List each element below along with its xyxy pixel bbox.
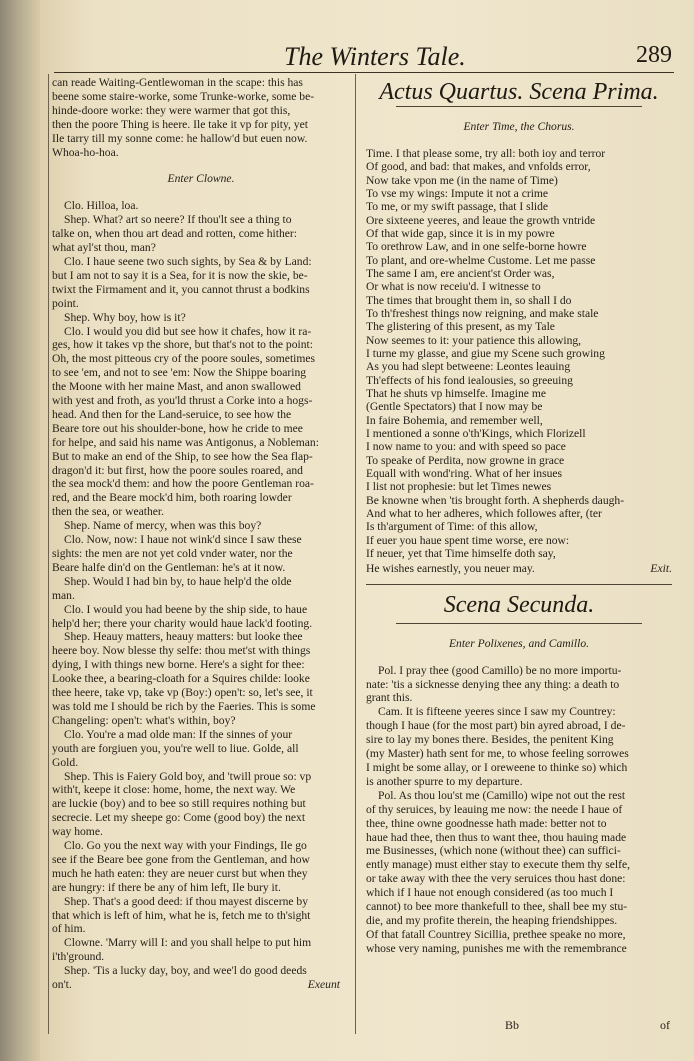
- scene2-stage-direction: Enter Polixenes, and Camillo.: [448, 636, 590, 650]
- dialogue-line: haue had thee, then thus to want thee, thou hauing made: [366, 830, 627, 844]
- catchword: of: [660, 1018, 670, 1032]
- verse-line: The same I am, ere ancient'st Order was,: [366, 266, 555, 280]
- dialogue-line: see if the Beare bee gone from the Gentleman, and how: [52, 852, 310, 866]
- dialogue-line: talke on, when thou art dead and rotten, come hither:: [52, 227, 297, 241]
- dialogue-line: whose very naming, punishes me with the remembrance: [366, 941, 627, 955]
- chorus-exit: Exit.: [650, 562, 672, 576]
- dialogue-line: red, and the Beare mock'd him, both roaring lowder: [52, 491, 292, 505]
- verse-line: Now take vpon me (in the name of Time): [366, 173, 558, 187]
- dialogue-line: but I am not to say it is a Sea, for it is now the skie, be-: [52, 268, 308, 282]
- dialogue-line: of thy seruices, by leauing me now: the neede I haue of: [366, 802, 623, 816]
- dialogue-line: Shep. Why boy, how is it?: [64, 310, 186, 324]
- dialogue-line: to see 'em, and not to see 'em: Now the Shippe boaring: [52, 366, 307, 380]
- adjacent-page-fragment: [2, 60, 38, 1020]
- verse-line: Time. I that please some, try all: both ioy and terror: [366, 146, 606, 160]
- page-number: 289: [636, 42, 672, 68]
- dialogue-line: Beare halfe din'd on the Gentleman: he's at it now.: [52, 560, 286, 574]
- verse-line: (Gentle Spectators) that I now may be: [366, 400, 543, 414]
- stage-direction: Enter Clowne.: [167, 172, 235, 186]
- dialogue-line: Clowne. 'Marry will I: and you shall helpe to put him: [64, 936, 312, 950]
- verse-line: Be knowne when 'tis brought forth. A shepherds daugh-: [366, 493, 625, 507]
- chorus-last: [366, 562, 672, 575]
- act-rule: [396, 106, 642, 107]
- verse-line: To th'freshest things now reigning, and make stale: [366, 306, 599, 320]
- dialogue-line: can reade Waiting-Gentlewoman in the scape: this has: [52, 76, 303, 89]
- dialogue-line: [52, 978, 350, 992]
- scene-rule-bottom: [396, 623, 642, 624]
- verse-line: To speake of Perdita, now growne in grace: [366, 453, 565, 467]
- dialogue-line: Clo. I haue seene two such sights, by Sea & by Land:: [64, 254, 312, 268]
- verse-line: I now name to you: and with speed so pace: [366, 440, 566, 454]
- verse-line: Equall with wond'ring. What of her insues: [366, 467, 563, 481]
- scene2-dialogue: [366, 664, 672, 956]
- dialogue-line: much he hath eaten: they are neuer curst but when they: [52, 866, 308, 880]
- scene-heading: Scena Secunda.: [443, 591, 595, 618]
- verse-line: I turne my glasse, and giue my Scene such growing: [366, 346, 605, 360]
- dialogue-line: I might be some allay, or I oreweene to thinke so) which: [366, 760, 628, 774]
- dialogue-line: Oh, the most pitteous cry of the poore soules, sometimes: [52, 352, 316, 366]
- dialogue-line: dragon'd it: but first, how the poore soules roared, and: [52, 463, 303, 477]
- dialogue-line: cannot) to bee more thankefull to thee, shall bee my stu-: [366, 900, 628, 914]
- exeunt-direction: Exeunt: [307, 978, 340, 992]
- dialogue-line: beene some staire-worke, some Trunke-worke, some be-: [52, 89, 315, 103]
- dialogue-line: is another spurre to my departure.: [366, 774, 523, 788]
- dialogue-line: Ile tarry till my sonne come: he hallow'd but euen now.: [52, 131, 308, 145]
- dialogue-line: Gold.: [52, 755, 79, 769]
- dialogue-line: But to make an end of the Ship, to see how the Sea flap-: [52, 449, 313, 463]
- dialogue-line: or take away with thee the very seruices thou hast done:: [366, 872, 626, 886]
- verse-line: As you had slept betweene: Leontes leauing: [366, 360, 571, 374]
- dialogue-line: Shep. Name of mercy, when was this boy?: [64, 519, 262, 533]
- dialogue-line: with yest and froth, as you'ld thrust a Corke into a hogs-: [52, 394, 313, 408]
- dialogue-line: die, and my profite therein, the heaping friendshippes.: [366, 913, 618, 927]
- dialogue-line: hinde-doore worke: they were warmer that got this,: [52, 103, 291, 117]
- chorus-last-line: He wishes earnestly, you neuer may.: [366, 562, 535, 576]
- dialogue-line: though I haue (for the most part) bin ayred abroad, I de-: [366, 719, 626, 733]
- verse-line: That he shuts vp himselfe. Imagine me: [366, 387, 546, 400]
- verse-line: Is th'argument of Time: of this allow,: [366, 520, 538, 534]
- act-heading: Actus Quartus. Scena Prima.: [379, 79, 659, 105]
- dialogue-line: of him.: [52, 922, 86, 936]
- dialogue-line: thee heere, take vp, take vp (Boy:) open't: so, let's see, it: [52, 686, 313, 700]
- dialogue-line: Clo. Go you the next way with your Findings, Ile go: [64, 839, 307, 853]
- dialogue-line: Clo. I would you did but see how it chafes, how it ra-: [64, 324, 312, 338]
- page-header: [54, 38, 674, 73]
- verse-line: To me, or my swift passage, that I slide: [366, 200, 549, 214]
- dialogue-line: the sea mock'd them: and how the poore Gentleman roa-: [52, 477, 314, 491]
- dialogue-line: twixt the Firmament and it, you cannot thrust a bodkins: [52, 282, 310, 296]
- dialogue-line: youth are forgiuen you, you're well to liue. Golde, all: [52, 741, 299, 755]
- dialogue-line: Clo. Hilloa, loa.: [64, 199, 139, 213]
- dialogue-line: head. And then for the Land-seruice, to see how the: [52, 407, 292, 421]
- dialogue-line: Clo. I would you had beene by the ship side, to haue: [64, 602, 308, 616]
- verse-line: I mentioned a sonne o'th'Kings, which Florizell: [366, 427, 586, 441]
- dialogue-line: Beare tore out his shoulder-bone, how he cride to mee: [52, 421, 303, 435]
- chorus-stage-direction: Enter Time, the Chorus.: [463, 119, 575, 133]
- dialogue-line: Pol. As thou lou'st me (Camillo) wipe not out the rest: [378, 788, 626, 802]
- dialogue-line: thee, thine owne goodnesse hath made: better not to: [366, 816, 607, 830]
- dialogue-line: sire to lay my bones there. Besides, the penitent King: [366, 733, 614, 747]
- dialogue-line: sights: the men are not yet cold vnder water, nor the: [52, 547, 293, 560]
- dialogue-line: man.: [52, 588, 75, 602]
- dialogue-line: are hungry: if there be any of him left, Ile bury it.: [52, 880, 281, 894]
- dialogue-line: what ayl'st thou, man?: [52, 241, 156, 255]
- dialogue-line: heere boy. Now blesse thy selfe: thou met'st with things: [52, 644, 311, 658]
- dialogue-line: Shep. That's a good deed: if thou mayest discerne by: [64, 894, 309, 908]
- dialogue-line: Of that fatall Countrey Sicillia, prethee speake no more,: [366, 927, 626, 941]
- running-title: The Winters Tale.: [284, 42, 466, 71]
- dialogue-line: Whoa-ho-hoa.: [52, 145, 119, 159]
- dialogue-line: Shep. 'Tis a lucky day, boy, and wee'l do good deeds: [64, 964, 307, 978]
- dialogue-line: Clo. You're a mad olde man: If the sinnes of your: [64, 727, 293, 741]
- dialogue-line: me Businesses, (which none (without thee) can suffici-: [366, 844, 621, 858]
- verse-line: To plant, and ore-whelme Custome. Let me passe: [366, 253, 596, 267]
- dialogue-line: (my Master) hath sent for me, to whose feeling sorrowes: [366, 747, 629, 761]
- verse-line: And what to her adheres, which followes after, (ter: [366, 507, 602, 521]
- dialogue-line: point.: [52, 296, 79, 310]
- right-column: [366, 76, 672, 956]
- scene-rule-top: [366, 584, 672, 585]
- dialogue-line: way home.: [52, 825, 103, 839]
- verse-line: Of that wide gap, since it is in my powre: [366, 226, 555, 240]
- verse-line: If neuer, yet that Time himselfe doth say,: [366, 547, 556, 561]
- dialogue-line: then the poore Thing is heere. Ile take it vp for pity, yet: [52, 117, 308, 131]
- dialogue-line: for helpe, and said his name was Antigonus, a Nobleman:: [52, 435, 319, 449]
- dialogue-line: Pol. I pray thee (good Camillo) be no more importu-: [378, 663, 622, 677]
- dialogue-line: Changeling: open't: what's within, boy?: [52, 713, 236, 727]
- verse-line: In faire Bohemia, and remember well,: [366, 413, 543, 427]
- dialogue-line: i'th'ground.: [52, 950, 105, 964]
- verse-line: The times that brought them in, so shall I do: [366, 293, 572, 307]
- dialogue-line: nate: 'tis a sicknesse denying thee any thing: a death to: [366, 677, 620, 691]
- dialogue-line: with't, keepe it close: home, home, the next way. We: [52, 783, 296, 797]
- verse-line: Th'effects of his fond iealousies, so greeuing: [366, 373, 573, 387]
- verse-line: The glistering of this present, as my Tale: [366, 320, 555, 334]
- dialogue-line: that which is left of him, what he is, fetch me to th'sight: [52, 908, 311, 922]
- dialogue-line: Shep. Would I had bin by, to haue help'd the olde: [64, 574, 292, 588]
- signature-mark: Bb: [505, 1018, 520, 1032]
- verse-line: Ore sixteene yeeres, and leaue the growth vntride: [366, 213, 596, 227]
- left-border-rule: [48, 74, 49, 1034]
- dialogue-line: Cam. It is fifteene yeeres since I saw my Countrey:: [378, 705, 616, 719]
- dialogue-line: Shep. What? art so neere? If thou'lt see a thing to: [64, 213, 292, 227]
- verse-line: To orethrow Law, and in one selfe-borne howre: [366, 240, 587, 254]
- verse-line: Of good, and bad: that makes, and vnfolds error,: [366, 160, 591, 174]
- adjacent-page-gutter: [0, 0, 40, 1061]
- dialogue-line: secrecie. Let my sheepe go: Come (good boy) the next: [52, 811, 306, 825]
- column-divider: [355, 74, 356, 1034]
- dialogue-line: Shep. Heauy matters, heauy matters: but looke thee: [64, 630, 303, 644]
- verse-line: If euer you haue spent time worse, ere now:: [366, 533, 570, 547]
- dialogue-line: ges, how it takes vp the shore, but that's not to the point:: [52, 338, 313, 352]
- dialogue-line: dying, I with things new borne. Here's a sight for thee:: [52, 658, 305, 672]
- dialogue-line: are luckie (boy) and to bee so still requires nothing but: [52, 797, 306, 811]
- dialogue-line: grant this.: [366, 691, 413, 705]
- dialogue-line: was told me I should be rich by the Faeries. This is some: [52, 699, 316, 713]
- dialogue-line: ently manage) must either stay to execute them thy selfe,: [366, 858, 630, 872]
- dialogue-line: Looke thee, a bearing-cloath for a Squires childe: looke: [52, 672, 310, 686]
- left-column: [52, 76, 350, 992]
- dialogue-line: Shep. This is Faiery Gold boy, and 'twill proue so: vp: [64, 769, 312, 783]
- verse-line: Now seemes to it: your patience this allowing,: [366, 333, 582, 347]
- verse-line: To vse my wings: Impute it not a crime: [366, 186, 549, 200]
- dialogue-line: which if I haue not enough considered (as too much I: [366, 886, 614, 900]
- dialogue-line: the Moone with her maine Mast, and anon swallowed: [52, 380, 301, 394]
- verse-line: Or what is now receiu'd. I witnesse to: [366, 280, 541, 294]
- dialogue-line: then the sea, or weather.: [52, 505, 165, 519]
- page: [40, 0, 694, 1061]
- dialogue-line: help'd her; there your charity would haue lack'd footing.: [52, 616, 313, 630]
- verse-line: I list not prophesie: but let Times newes: [366, 480, 552, 494]
- dialogue-line: Clo. Now, now: I haue not wink'd since I saw these: [64, 533, 302, 547]
- text-line: on't.: [52, 978, 72, 992]
- chorus-speech: [366, 147, 672, 561]
